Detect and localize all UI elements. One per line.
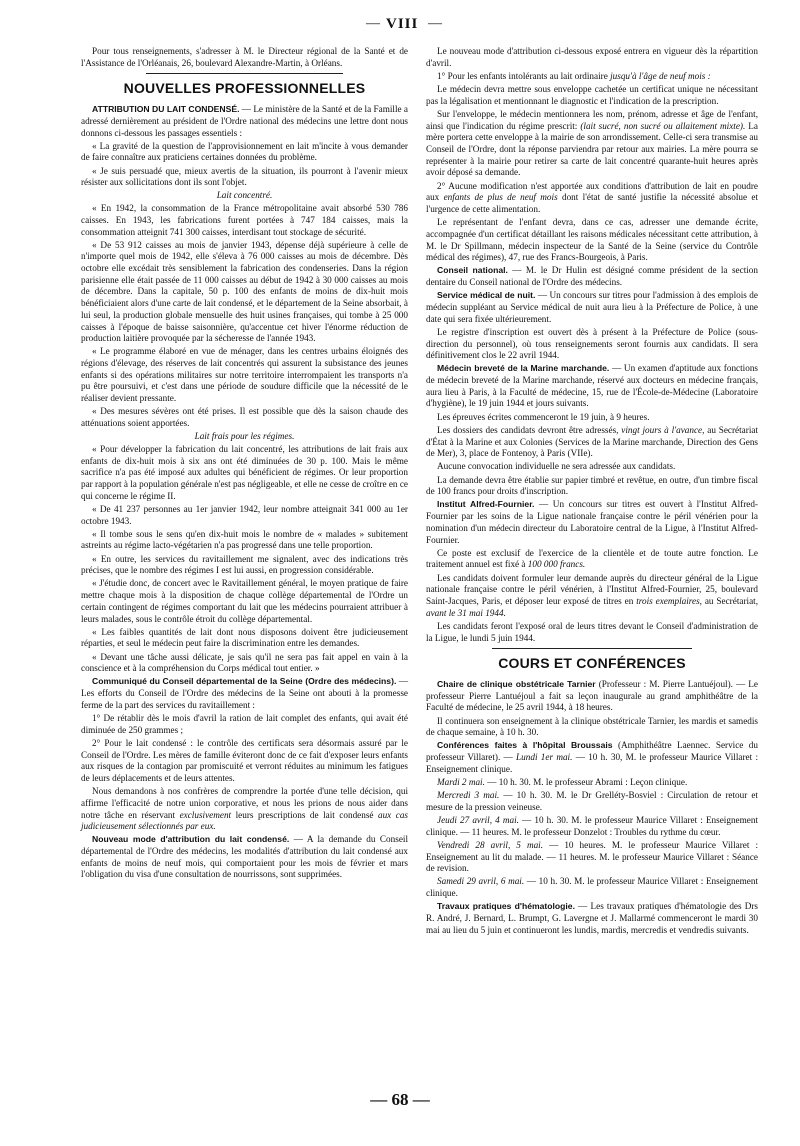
paragraph: « Devant une tâche aussi délicate, je sais qu'il ne sera pas fait appel en vain à la conscience et à la compréhension du Corps médical tout entier. » [81, 651, 408, 674]
paragraph: Le représentant de l'enfant devra, dans ce cas, adresser une demande écrite, accompagnée d'un certificat détaillant les raisons médicales nécessitant cette attribution, à M. le Dr Spillmann, médecin inspecteur de la Santé de la Seine (service du Contrôle médical des régimes), 47, rue des Francs-Bourgeois, à Paris. [426, 217, 758, 263]
paragraph: Chaire de clinique obstétricale Tarnier (Professeur : M. Pierre Lantuéjoul). — Le professeur Pierre Lantuéjoul a fait sa leçon inaugurale au grand amphithéâtre de la Faculté de médecine, le 25 avril 1944, à 18 heures. [426, 678, 758, 713]
section-title-cours: COURS ET CONFÉRENCES [498, 655, 686, 672]
paragraph: « En outre, les services du ravitaillement me signalent, avec des indications très précises, que le nombre des régimes I est lui aussi, en progression considérable. [81, 553, 408, 576]
paragraph: « J'étudie donc, de concert avec le Ravitaillement général, le moyen pratique de faire mettre chaque mois à la disposition de chaque collège départemental de l'Ordre un certain contingent de régimes comportant du lait que les médecins pourraient attribuer à leurs malades, sous le contrôle étroit du collège départemental. [81, 578, 408, 624]
paragraph: 2° Aucune modification n'est apportée aux conditions d'attribution de lait en poudre aux enfants de plus de neuf mois dont l'état de santé justifie la nécessité absolue et l'urgence de cette alimentation. [426, 180, 759, 214]
page-number: — 68 — [370, 1090, 430, 1109]
paragraph: Nous demandons à nos confrères de comprendre la portée d'une telle décision, qui affirme l'efficacité de notre union corporative, et nous les prions de nous aider dans notre tâche en réservant exclusivement leurs prescriptions de lait condensé aux cas judicieusement sélectionnés par eux. [81, 786, 408, 832]
paragraph: Il continuera son enseignement à la clinique obstétricale Tarnier, les mardis et samedis de chaque semaine, à 10 h. 30. [426, 715, 758, 738]
paragraph-lead: Conférences faites à l'hôpital Broussais [437, 740, 613, 751]
paragraph: 1° De rétablir dès le mois d'avril la ration de lait complet des enfants, qui avait été diminuée de 250 grammes ; [81, 713, 408, 735]
paragraph: Le registre d'inscription est ouvert dès à présent à la Préfecture de Police (sous-direction du personnel), où tous renseignements seront fournis aux candidats. Il sera définitivement clos le 22 avril 1944. [426, 326, 758, 361]
paragraph: Aucune convocation individuelle ne sera adressée aux candidats. [437, 461, 676, 472]
paragraph: « Des mesures sévères ont été prises. Il est possible que dès la saison chaude des atténuations soient apportées. [81, 406, 408, 429]
paragraph-lead: Chaire de clinique obstétricale Tarnier [437, 678, 596, 689]
paragraph: Le nouveau mode d'attribution ci-dessous exposé entrera en vigueur dès la répartition d'avril. [426, 46, 758, 68]
header-page-roman: VIII [386, 16, 419, 32]
right-column [426, 46, 758, 938]
paragraph: Mardi 2 mai. — 10 h. 30. M. le professeur Abrami : Leçon clinique. [437, 776, 688, 787]
paragraph: « Pour développer la fabrication du lait concentré, les attributions de lait frais aux enfants de dix-huit mois à six ans ont été diminuées de 30 p. 100. Mais le même sacrifice n'a pas été imposé aux adultes qui bénéficient de régimes. Or leur proportion par rapport à la population générale n'est pas négligeable, et elle ne cesse de croître en ce qui concerne le régime II. [81, 443, 408, 501]
paragraph-lead: Communiqué du Conseil départemental de la Seine (Ordre des médecins). [92, 676, 397, 687]
paragraph: 1° Pour les enfants intolérants au lait ordinaire jusqu'à l'âge de neuf mois : [437, 70, 711, 81]
paragraph: « Je suis persuadé que, mieux avertis de la situation, ils pourront à l'avenir mieux résister aux sollicitations dont ils sont l'objet. [81, 165, 408, 188]
subsection-title: Lait concentré. [216, 190, 273, 201]
subsection-title: Lait frais pour les régimes. [194, 431, 295, 442]
paragraph: Les candidats feront l'exposé oral de leurs titres devant le Conseil d'administration de la Ligue, le lundi 5 juin 1944. [426, 620, 758, 643]
paragraph: Samedi 29 avril, 6 mai. — 10 h. 30. M. le professeur Maurice Villaret : Enseignement clinique. [426, 876, 758, 899]
paragraph: Ce poste est exclusif de l'exercice de la clientèle et de toute autre fonction. Le traitement annuel est fixé à 100 000 francs. [426, 547, 758, 570]
paragraph: « La gravité de la question de l'approvisionnement en lait m'incite à vous demander de faire connaître aux praticiens certaines données du problème. [81, 140, 408, 163]
header-dash-right: — [428, 16, 442, 31]
paragraph: Conférences faites à l'hôpital Broussais (Amphithéâtre Laennec. Service du professeur Villaret). — Lundi 1er mai. — 10 h. 30, M. le professeur Maurice Villaret : Enseignement clinique. [426, 740, 758, 774]
paragraph-lead: Conseil national. [437, 265, 508, 276]
paragraph: Mercredi 3 mai. — 10 h. 30. M. le Dr Grelléty-Bosviel : Circulation de retour et mesure de la pression veineuse. [426, 790, 758, 812]
paragraph: « De 53 912 caisses au mois de janvier 1943, dépense déjà supérieure à celle de n'importe quel mois de 1942, elle s'éleva à 76 000 caisses au mois de décembre. Dès octobre elle excédait très sensiblement la fabrication des condenseries. Dans la région parisienne elle était passée de 11 000 caisses au début de 1942 à 30 000 caisses au mois de décembre. Dans la capitale, 50 p. 100 des enfants de moins de dix-huit mois bénéficiaient alors d'une carte de lait condensé, et le département de la Seine absorbait, à lui seul, la production globale mensuelle des huit usines françaises, qui tombe à 25 000 caisses à l'époque de baisse saisonnière, qu'accentue cet hiver l'énorme réduction de production laitière provoquée par la sécheresse de l'année 1943. [81, 239, 408, 344]
paragraph: Institut Alfred-Fournier. — Un concours sur titres est ouvert à l'Institut Alfred-Fournier par les soins de la Ligue nationale française contre le péril vénérien pour la nomination d'un médecin directeur du Laboratoire central de la Ligue, à l'Institut Alfred-Fournier. [426, 499, 758, 545]
paragraph: Service médical de nuit. — Un concours sur titres pour l'admission à des emplois de médecin suppléant au Service médical de nuit aura lieu à la Préfecture de Police, à une date qui sera fixée ultérieurement. [426, 290, 758, 324]
divider [492, 648, 691, 649]
paragraph: Travaux pratiques d'hématologie. — Les travaux pratiques d'hématologie des Drs R. André, J. Bernard, L. Brumpt, G. Lavergne et J. Mallarmé commenceront le mardi 30 mai au lieu du 5 juin et continueront les lundis, mardis, mercredis et vendredis suivants. [426, 901, 758, 935]
paragraph: Nouveau mode d'attribution du lait condensé. — A la demande du Conseil départemental de l'Ordre des médecins, les modalités d'attribution du lait condensé aux enfants de moins de neuf mois, qui comportaient pour les mois de février et mars l'obligation du visa d'une consultation de nourrissons, sont supprimées. [81, 834, 408, 880]
paragraph: 2° Pour le lait condensé : le contrôle des certificats sera désormais assuré par le Conseil de l'Ordre. Les mères de famille éviteront donc de ce fait d'exposer leurs enfants aux risques de la contagion par promiscuité et verront réduites au minimum les fatigues de leurs déplacements et de leurs attentes. [81, 737, 408, 783]
paragraph: Communiqué du Conseil départemental de la Seine (Ordre des médecins). — Les efforts du Conseil de l'Ordre des médecins de la Seine ont abouti à la promesse ferme de la part des services du ravitaillement : [81, 676, 409, 710]
paragraph: ATTRIBUTION DU LAIT CONDENSÉ. — Le ministère de la Santé et de la Famille a adressé dernièrement au président de l'Ordre national des médecins une lettre dont nous donnons ci-dessous les passages essentiels : [81, 104, 408, 138]
paragraph: Sur l'enveloppe, le médecin mentionnera les nom, prénom, adresse et âge de l'enfant, ainsi que l'indication du régime prescrit: (lait sucré, non sucré ou allaitement mixte). La mère portera cette enveloppe à la mairie de son arrondissement. Celle-ci sera transmise au Conseil de l'Ordre, dont la réponse parviendra par retour aux mairies. La mère pourra se représenter à la mairie pour retirer sa carte de lait concentré quarante-huit heures après avoir déposé sa demande. [426, 108, 758, 178]
paragraph: « Il tombe sous le sens qu'en dix-huit mois le nombre de « malades » subitement astreints au régime lacto-végétarien n'a pas progressé dans une telle proportion. [81, 528, 408, 551]
paragraph: Médecin breveté de la Marine marchande. — Un examen d'aptitude aux fonctions de médecin breveté de la Marine marchande, réservé aux docteurs en médecine français, aura lieu à Paris, à la Faculté de médecine, 15, rue de l'École-de-Médecine (Laboratoire d'hygiène), le 19 juin 1944 et jours suivants. [426, 363, 759, 409]
paragraph: « Les faibles quantités de lait dont nous disposons doivent être judicieusement réparties, et seul le médecin peut faire la discrimination entre les demandes. [81, 626, 408, 649]
header-dash-left: — [366, 16, 380, 31]
paragraph: « De 41 237 personnes au 1er janvier 1942, leur nombre atteignait 341 000 au 1er octobre 1943. [81, 503, 408, 526]
intro-paragraph: Pour tous renseignements, s'adresser à M. le Directeur régional de la Santé et de l'Assistance de l'Orléanais, 26, boulevard Alexandre-Martin, à Orléans. [81, 46, 408, 68]
page-header [70, 16, 750, 32]
paragraph: Vendredi 28 avril, 5 mai. — 10 heures. M. le professeur Maurice Villaret : Enseignement au lit du malade. — 11 heures. M. le professeur Maurice Villaret : Séance de revision. [426, 839, 759, 874]
paragraph: Les candidats doivent formuler leur demande auprès du directeur général de la Ligue nationale française contre le péril vénérien, à l'Institut Alfred-Fournier, 25, boulevard Saint-Jacques, Paris, et déposer leur exposé de titres en trois exemplaires, au Secrétariat, avant le 31 mai 1944. [426, 572, 758, 618]
paragraph-lead: Institut Alfred-Fournier. [437, 499, 535, 510]
paragraph-lead: Travaux pratiques d'hématologie. [437, 901, 575, 912]
paragraph: Les épreuves écrites commenceront le 19 juin, à 9 heures. [437, 411, 650, 422]
paragraph: La demande devra être établie sur papier timbré et revêtue, en outre, d'un timbre fiscal de 100 francs pour droits d'inscription. [426, 474, 758, 497]
paragraph: Jeudi 27 avril, 4 mai. — 10 h. 30. M. le professeur Maurice Villaret : Enseignement clinique. — 11 heures. M. le professeur Donzelot : Troubles du rythme du cœur. [426, 815, 758, 837]
paragraph: Conseil national. — M. le Dr Hulin est désigné comme président de la section dentaire du Conseil national de l'Ordre des médecins. [426, 265, 758, 288]
paragraph-lead: Médecin breveté de la Marine marchande. [437, 363, 610, 374]
paragraph: Les dossiers des candidats devront être adressés, vingt jours à l'avance, au Secrétariat d'État à la Marine et aux Colonies (Services de la Marine marchande, Direction des Gens de Mer), 3, place de Fontenoy, à Paris (VIIe). [426, 424, 759, 459]
section-title-nouvelles: NOUVELLES PROFESSIONNELLES [123, 80, 366, 97]
left-column [81, 46, 408, 883]
divider [146, 73, 342, 74]
paragraph: « En 1942, la consommation de la France métropolitaine avait absorbé 530 786 caisses. En 1943, les fabrications furent portées à 747 184 caisses, mais la consommation atteignit 741 300 caisses, interdisant tout stockage de sécurité. [81, 203, 408, 237]
paragraph-lead: ATTRIBUTION DU LAIT CONDENSÉ. [92, 104, 240, 115]
paragraph: « Le programme élaboré en vue de ménager, dans les centres urbains éloignés des régions d'élevage, des réserves de lait concentrés qui assurent la subsistance des jeunes enfants si des opérations militaires sur notre territoire interrompaient les transports n'a pu être poursuivi, et c'est dans une période de soudure difficile que la nécessité de le réaliser devient pressante. [81, 346, 408, 404]
paragraph-lead: Nouveau mode d'attribution du lait condensé. [92, 834, 290, 845]
paragraph: Le médecin devra mettre sous enveloppe cachetée un certificat unique ne nécessitant pas la légalisation et mentionnant le diagnostic et l'indication de la prescription. [426, 84, 758, 106]
paragraph-lead: Service médical de nuit. [437, 290, 536, 301]
